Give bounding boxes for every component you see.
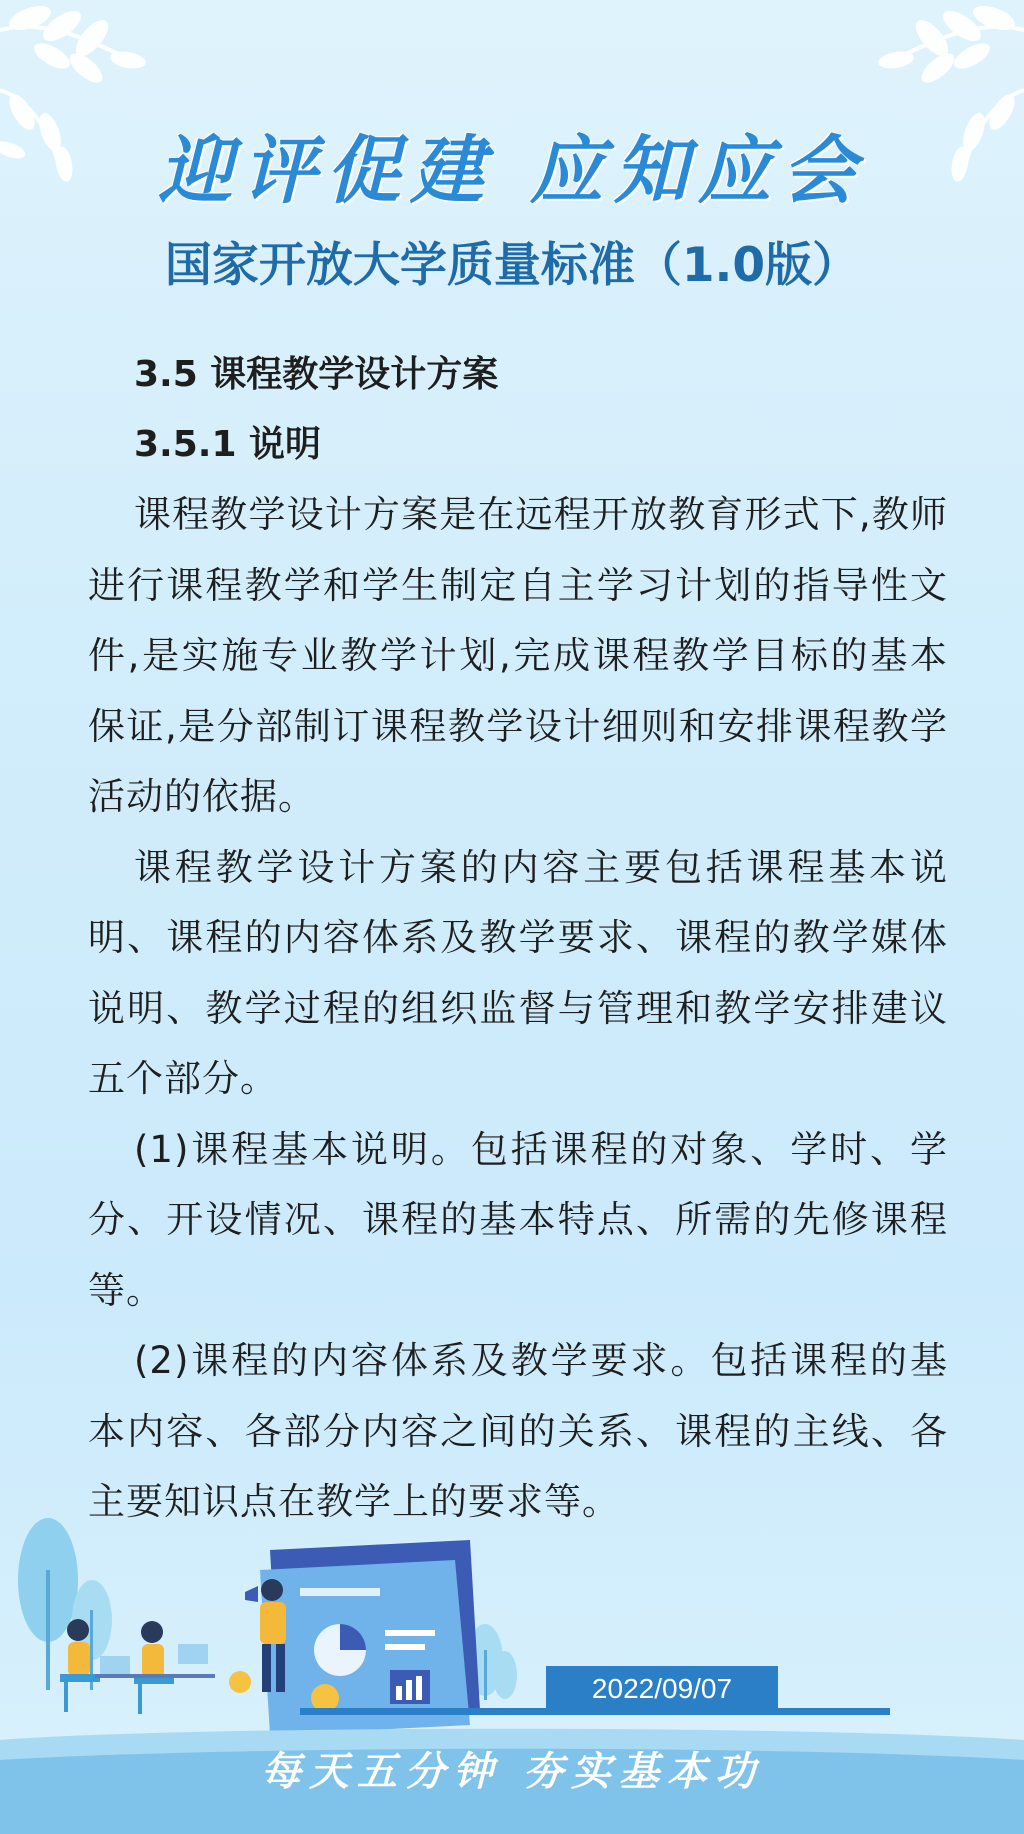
subsection-heading: 3.5.1 说明 bbox=[134, 424, 322, 465]
page-subtitle: 国家开放大学质量标准（1.0版） bbox=[164, 238, 860, 293]
section-heading: 3.5 课程教学设计方案 bbox=[134, 354, 499, 395]
presentation-board-icon bbox=[260, 1540, 480, 1735]
paragraph-3: (1)课程基本说明。包括课程的对象、学时、学分、开设情况、课程的基本特点、所需的先修课程等。 bbox=[88, 1127, 948, 1312]
date-badge: 2022/09/07 bbox=[546, 1666, 778, 1712]
seated-people-icon bbox=[60, 1619, 215, 1714]
footer-slogan: 每天五分钟 夯实基本功 bbox=[261, 1748, 763, 1795]
page-title: 迎评促建 应知应会 bbox=[158, 128, 866, 214]
presenter-figure-icon bbox=[245, 1579, 286, 1692]
paragraph-2: 课程教学设计方案的内容主要包括课程基本说明、课程的内容体系及教学要求、课程的教学媒体说明、教学过程的组织监督与管理和教学安排建议五个部分。 bbox=[88, 845, 948, 1100]
paragraph-4: (2)课程的内容体系及教学要求。包括课程的基本内容、各部分内容之间的关系、课程的主线、各主要知识点在教学上的要求等。 bbox=[88, 1339, 948, 1523]
coin-icon bbox=[229, 1671, 251, 1693]
paragraph-1: 课程教学设计方案是在远程开放教育形式下,教师进行课程教学和学生制定自主学习计划的指导性文件,是实施专业教学计划,完成课程教学目标的基本保证,是分部制订课程教学设计细则和安排课程教学活动的依据。 bbox=[88, 493, 948, 818]
article-body bbox=[88, 340, 948, 1538]
